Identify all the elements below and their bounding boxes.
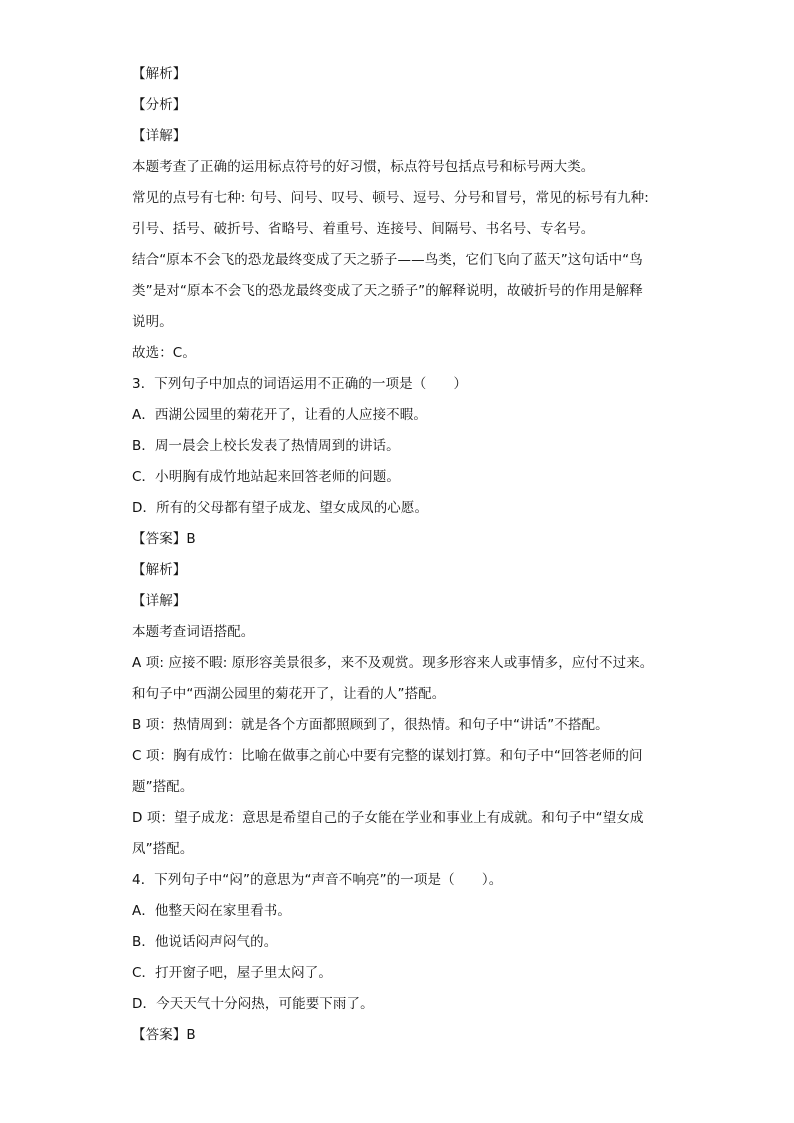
explanation-text: 结合“原本不会飞的恐龙最终变成了天之骄子——鸟类，它们飞向了蓝天”这句话中“鸟 — [132, 252, 643, 268]
answer-label: 【答案】B — [132, 1027, 196, 1043]
explanation-text: 凤”搭配。 — [132, 841, 194, 857]
section-heading-analysis: 【解析】 — [132, 562, 187, 578]
explanation-text: D 项：望子成龙：意思是希望自己的子女能在学业和事业上有成就。和句子中“望女成 — [132, 810, 644, 826]
explanation-text: 题”搭配。 — [132, 779, 194, 795]
option-d: D．今天天气十分闷热，可能要下雨了。 — [132, 996, 374, 1012]
explanation-text: 本题考查了正确的运用标点符号的好习惯，标点符号包括点号和标号两大类。 — [132, 159, 595, 175]
explanation-text: 说明。 — [132, 314, 173, 330]
option-a: A．他整天闷在家里看书。 — [132, 903, 291, 919]
explanation-text: 和句子中“西湖公园里的菊花开了，让看的人”搭配。 — [132, 686, 446, 702]
question-stem: 3．下列句子中加点的词语运用不正确的一项是（ ） — [132, 376, 468, 392]
answer-label: 【答案】B — [132, 531, 196, 547]
option-b: B．他说话闷声闷气的。 — [132, 934, 278, 950]
option-d: D．所有的父母都有望子成龙、望女成凤的心愿。 — [132, 500, 429, 516]
explanation-text: 本题考查词语搭配。 — [132, 624, 255, 640]
document-content — [132, 64, 672, 1056]
section-heading-explanation: 【详解】 — [132, 128, 187, 144]
answer-choice-text: 故选：C。 — [132, 345, 196, 361]
section-heading-breakdown: 【分析】 — [132, 97, 187, 113]
section-heading-explanation: 【详解】 — [132, 593, 187, 609]
explanation-text: A 项: 应接不暇: 原形容美景很多，来不及观赏。现多形容来人或事情多，应付不过来。 — [132, 655, 654, 671]
explanation-text: 常见的点号有七种: 句号、问号、叹号、顿号、逗号、分号和冒号，常见的标号有九种: — [132, 190, 649, 206]
option-a: A．西湖公园里的菊花开了，让看的人应接不暇。 — [132, 407, 427, 423]
explanation-text: C 项：胸有成竹：比喻在做事之前心中要有完整的谋划打算。和句子中“回答老师的问 — [132, 748, 643, 764]
question-stem: 4．下列句子中“闷”的意思为“声音不响亮”的一项是（ ）。 — [132, 872, 503, 888]
explanation-text: 类”是对“原本不会飞的恐龙最终变成了天之骄子”的解释说明，故破折号的作用是解释 — [132, 283, 643, 299]
option-c: C．小明胸有成竹地站起来回答老师的问题。 — [132, 469, 400, 485]
option-b: B．周一晨会上校长发表了热情周到的讲话。 — [132, 438, 400, 454]
explanation-text: 引号、括号、破折号、省略号、着重号、连接号、间隔号、书名号、专名号。 — [132, 221, 595, 237]
section-heading-analysis: 【解析】 — [132, 66, 187, 82]
explanation-text: B 项：热情周到：就是各个方面都照顾到了，很热情。和句子中“讲话”不搭配。 — [132, 717, 609, 733]
option-c: C．打开窗子吧，屋子里太闷了。 — [132, 965, 332, 981]
